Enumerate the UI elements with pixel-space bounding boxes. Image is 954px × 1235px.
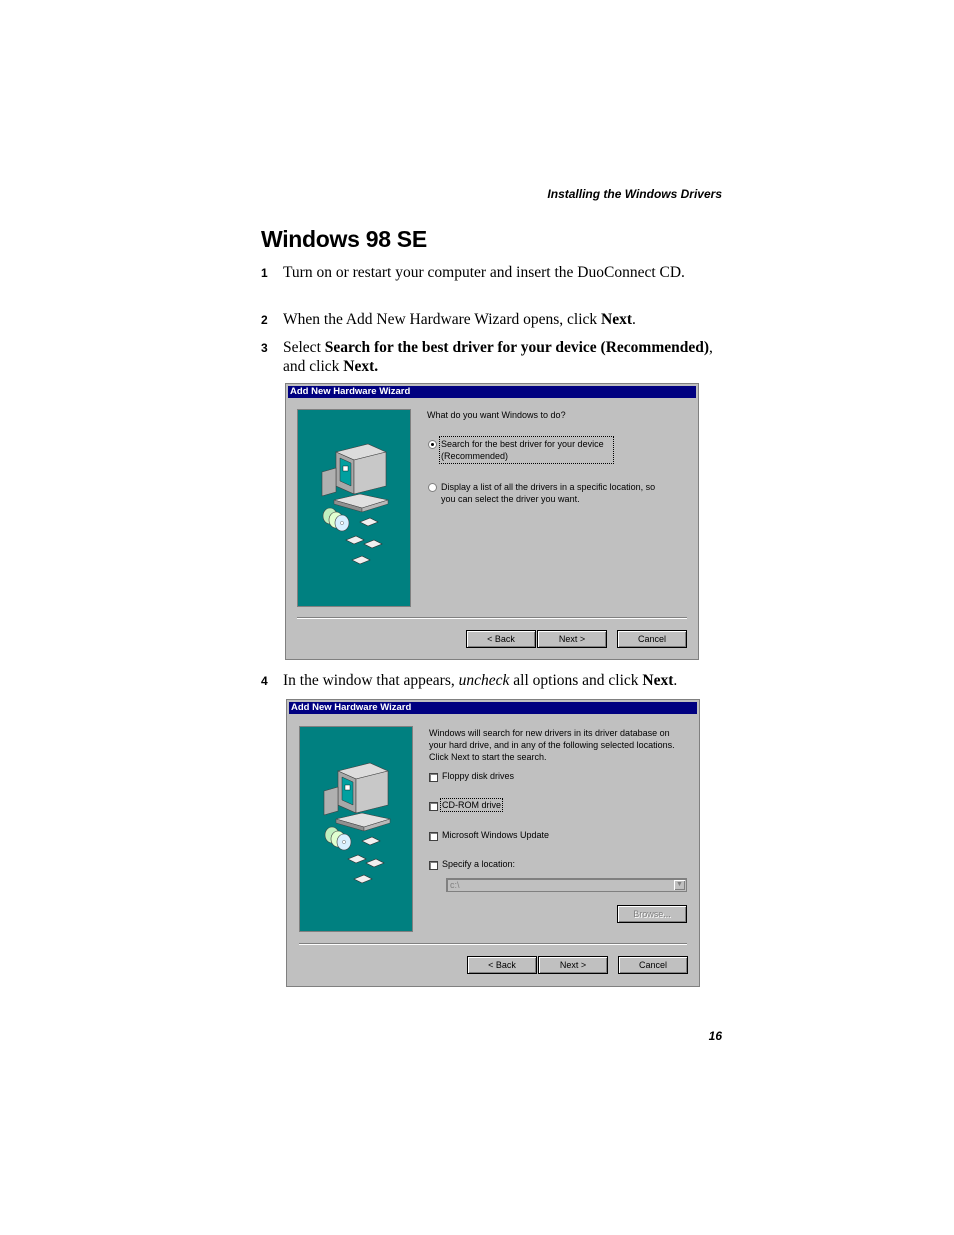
- cancel-button[interactable]: Cancel: [618, 956, 688, 974]
- cancel-button[interactable]: Cancel: [617, 630, 687, 648]
- checkbox-windows-update-label[interactable]: Microsoft Windows Update: [442, 830, 550, 840]
- wizard-dialog-locations: [286, 699, 700, 987]
- next-button[interactable]: Next >: [538, 956, 608, 974]
- running-head: Installing the Windows Drivers: [547, 187, 722, 201]
- computer-cd-icon: [300, 727, 412, 931]
- radio-search-best-driver-label[interactable]: Search for the best driver for your device (Recommended): [441, 438, 612, 462]
- step-4: [261, 671, 721, 690]
- radio-display-driver-list[interactable]: [428, 483, 437, 492]
- dialog-title-bar: Add New Hardware Wizard: [289, 702, 697, 714]
- wizard-art-panel: [297, 409, 411, 607]
- page-number: 16: [708, 1029, 722, 1043]
- step-3: [261, 338, 721, 376]
- step-1: [261, 263, 721, 282]
- checkbox-windows-update[interactable]: [429, 832, 438, 841]
- radio-display-driver-list-label[interactable]: Display a list of all the drivers in a specific location, so you can select the driver you want.: [441, 482, 656, 504]
- wizard-question: What do you want Windows to do?: [427, 410, 566, 420]
- dialog-title-bar: Add New Hardware Wizard: [288, 386, 696, 398]
- step-text: Turn on or restart your computer and insert the DuoConnect CD.: [283, 264, 685, 281]
- step-text: In the window that appears, uncheck all options and click Next.: [283, 672, 678, 689]
- step-number: 4: [261, 674, 268, 688]
- step-text: When the Add New Hardware Wizard opens, click Next.: [283, 311, 636, 328]
- dialog-separator: [299, 943, 687, 945]
- back-button[interactable]: < Back: [467, 956, 537, 974]
- computer-cd-icon: [298, 410, 410, 606]
- checkbox-specify-location-label[interactable]: Specify a location:: [442, 859, 516, 869]
- checkbox-floppy-label[interactable]: Floppy disk drives: [442, 771, 515, 781]
- wizard-art-panel: [299, 726, 413, 932]
- chevron-down-icon[interactable]: ▼: [674, 880, 685, 890]
- location-value: c:\: [450, 880, 460, 890]
- dialog-separator: [297, 617, 687, 619]
- checkbox-cdrom-label[interactable]: CD-ROM drive: [442, 800, 502, 810]
- step-2: [261, 310, 721, 329]
- location-combobox[interactable]: [446, 878, 687, 892]
- checkbox-specify-location[interactable]: [429, 861, 438, 870]
- checkbox-cdrom[interactable]: [429, 802, 438, 811]
- browse-button[interactable]: Browse...: [617, 905, 687, 923]
- checkbox-floppy[interactable]: [429, 773, 438, 782]
- step-number: 2: [261, 313, 268, 327]
- wizard-dialog-search: [285, 383, 699, 660]
- step-number: 1: [261, 266, 268, 280]
- step-text: Select Search for the best driver for your device (Recommended), and click Next.: [283, 339, 713, 375]
- wizard-intro-text: Windows will search for new drivers in its driver database on your hard drive, and in any of the following selected locations. Click Next to start the search.: [429, 728, 675, 762]
- next-button[interactable]: Next >: [537, 630, 607, 648]
- back-button[interactable]: < Back: [466, 630, 536, 648]
- step-number: 3: [261, 341, 268, 355]
- page-title: Windows 98 SE: [261, 226, 427, 252]
- radio-search-best-driver[interactable]: [428, 440, 437, 449]
